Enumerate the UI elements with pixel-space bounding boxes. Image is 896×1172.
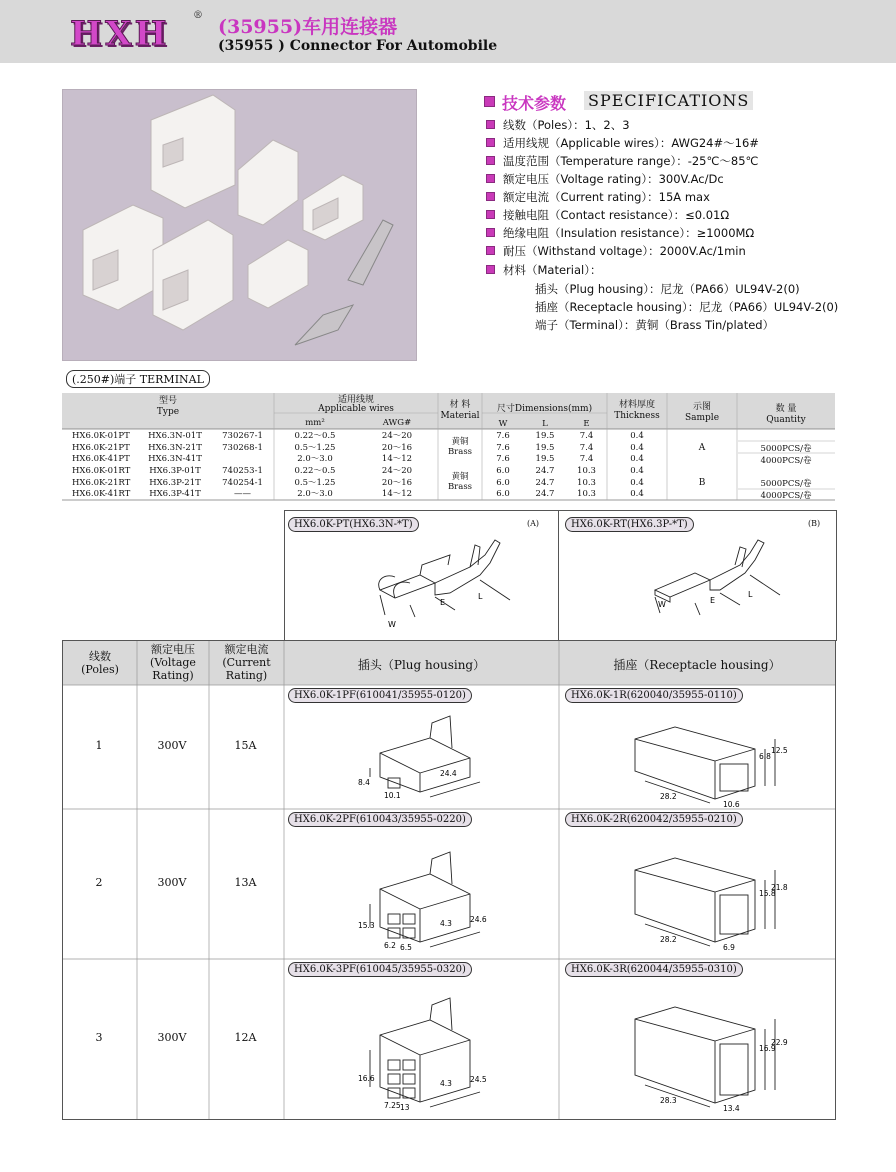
- bullet-icon: [486, 120, 495, 129]
- spec-item: [486, 243, 746, 259]
- terminal-b-tag: HX6.0K-RT(HX6.3P-*T): [565, 517, 694, 532]
- plug-housing-drawing: [340, 832, 520, 952]
- terminal-cell: 19.5: [535, 443, 555, 453]
- material-item: 插座（Receptacle housing）：尼龙（PA66）UL94V-2(0): [535, 300, 839, 314]
- poles-header: [63, 650, 137, 676]
- sample-header: [667, 402, 737, 424]
- brass-cn-b: 黄铜: [451, 472, 469, 482]
- spec-title-en: SPECIFICATIONS: [584, 91, 753, 110]
- voltage-header-cn: 额定电压: [151, 643, 195, 656]
- plug-dim-label: 24.5: [470, 1075, 487, 1084]
- plug-dim-label: 6.5: [400, 943, 412, 952]
- plug-dim-label: 4.3: [440, 1079, 452, 1088]
- terminal-cell: 730268-1: [222, 443, 263, 453]
- terminal-cell: 19.5: [535, 454, 555, 464]
- spec-item-text: 材料（Material）：: [503, 263, 602, 277]
- bullet-icon: [486, 228, 495, 237]
- sample-a: A: [698, 443, 706, 453]
- receptacle-housing-header: 插座（Receptacle housing）: [613, 658, 781, 672]
- dim-w-b: W: [658, 600, 666, 609]
- terminal-cell: 0.4: [630, 478, 644, 488]
- spec-item-text: 额定电压（Voltage rating）：300V.Ac/Dc: [503, 172, 724, 186]
- terminal-cell: 24～20: [381, 466, 413, 476]
- terminal-cell: HX6.3N-21T: [148, 443, 202, 453]
- terminal-cell: HX6.0K-41RT: [72, 489, 131, 499]
- terminal-cell: 740254-1: [222, 478, 263, 488]
- type-header: [62, 396, 274, 418]
- spec-item-text: 耐压（Withstand voltage）：2000V.Ac/1min: [503, 244, 746, 258]
- bullet-icon: [486, 210, 495, 219]
- terminal-cell: 24.7: [535, 466, 555, 476]
- sample-header-cn: 示图: [692, 402, 711, 412]
- qty-4: 4000PCS/卷: [760, 491, 812, 501]
- spec-item-text: 适用线规（Applicable wires）：AWG24#～16#: [503, 136, 759, 150]
- terminal-cell: HX6.0K-21RT: [72, 478, 131, 488]
- terminal-cell: 24～20: [381, 431, 413, 441]
- terminal-cell: 24.7: [535, 489, 555, 499]
- terminal-drawing-divider: [558, 510, 559, 640]
- terminal-cell: 20～16: [381, 443, 413, 453]
- voltage-header-en: (Voltage Rating): [150, 656, 196, 682]
- dim-w-a: W: [388, 620, 396, 629]
- housing-curr-cell: 15A: [234, 739, 257, 752]
- voltage-header: [137, 643, 209, 682]
- spec-item: [486, 153, 758, 169]
- terminal-a-drawing: [360, 535, 540, 635]
- dim-l-a: L: [478, 592, 483, 601]
- connector-photo-illustration: [63, 90, 416, 360]
- receptacle-dim-label: 22.9: [771, 1038, 788, 1047]
- poles-header-en: (Poles): [81, 663, 119, 676]
- mm2-header: mm²: [305, 418, 325, 428]
- terminal-cell: HX6.0K-01PT: [72, 431, 130, 441]
- bullet-icon: [486, 192, 495, 201]
- terminal-cell: 2.0～3.0: [297, 489, 333, 499]
- terminal-cell: 0.4: [630, 466, 644, 476]
- product-photo: [62, 89, 417, 361]
- qty-1: 5000PCS/卷: [760, 444, 812, 454]
- terminal-cell: 7.6: [496, 454, 510, 464]
- material-header-cn: 材 料: [449, 400, 471, 410]
- spec-item-text: 线数（Poles）：1、2、3: [503, 118, 630, 132]
- terminal-cell: 10.3: [577, 489, 596, 499]
- spec-item: [486, 207, 729, 223]
- brass-cn-a: 黄铜: [451, 437, 469, 447]
- receptacle-dim-label: 21.8: [771, 883, 788, 892]
- dim-l-b: L: [748, 590, 753, 599]
- terminal-b-drawing: [640, 535, 820, 635]
- terminal-cell: HX6.3N-01T: [148, 431, 202, 441]
- plug-dim-label: 10.1: [384, 791, 401, 800]
- current-header-cn: 额定电流: [224, 643, 269, 656]
- material-brass-b: [438, 472, 482, 492]
- plug-dim-label: 6.2: [384, 941, 396, 950]
- terminal-cell: 7.4: [579, 443, 594, 453]
- poles-header-cn: 线数: [89, 650, 111, 663]
- terminal-cell: 2.0～3.0: [297, 454, 333, 464]
- receptacle-housing-drawing: [615, 832, 815, 952]
- material-header: [438, 400, 482, 422]
- terminal-a-tag: HX6.0K-PT(HX6.3N-*T): [288, 517, 419, 532]
- plug-dim-label: 7.25: [384, 1101, 401, 1110]
- material-brass-a: [438, 437, 482, 457]
- terminal-cell: 0.4: [630, 431, 644, 441]
- housing-volt-cell: 300V: [157, 739, 187, 752]
- bullet-icon: [486, 156, 495, 165]
- terminal-cell: 24.7: [535, 478, 555, 488]
- terminal-cell: HX6.3P-41T: [149, 489, 201, 499]
- bullet-icon: [486, 174, 495, 183]
- qty-3: 5000PCS/卷: [760, 479, 812, 489]
- terminal-cell: 7.4: [579, 431, 594, 441]
- spec-title-cn: 技术参数: [502, 94, 567, 113]
- spec-item-text: 额定电流（Current rating）：15A max: [503, 190, 710, 204]
- wires-header: [274, 396, 438, 414]
- material-header-en: Material: [440, 411, 480, 421]
- wires-header-cn: 适用线规: [337, 395, 374, 405]
- page-title-en: (35955 ) Connector For Automobile: [218, 38, 498, 54]
- plug-model-tag: HX6.0K-3PF(610045/35955-0320): [288, 962, 472, 977]
- w-header: W: [498, 419, 508, 429]
- plug-housing-drawing: [340, 982, 520, 1112]
- bullet-icon: [486, 246, 495, 255]
- terminal-cell: 14～12: [381, 489, 413, 499]
- terminal-cell: 7.6: [496, 443, 510, 453]
- terminal-cell: HX6.3N-41T: [148, 454, 202, 464]
- terminal-cell: 740253-1: [222, 466, 263, 476]
- qty-2: 4000PCS/卷: [760, 456, 812, 466]
- receptacle-housing-drawing: [615, 982, 815, 1112]
- sample-b: B: [698, 478, 706, 488]
- awg-header: AWG#: [382, 418, 412, 428]
- spec-item-text: 绝缘电阻（Insulation resistance）：≥1000MΩ: [503, 226, 755, 240]
- e-header: E: [583, 419, 590, 429]
- terminal-a-letter: (A): [527, 519, 540, 528]
- terminal-cell: ——: [234, 489, 251, 499]
- spec-item: [486, 117, 630, 133]
- receptacle-dim-label: 15.8: [759, 889, 776, 898]
- dimensions-header: 尺寸Dimensions(mm): [496, 404, 593, 414]
- sample-header-en: Sample: [684, 413, 720, 423]
- terminal-cell: 6.0: [496, 466, 510, 476]
- current-header-en: (Current Rating): [222, 656, 271, 682]
- bullet-icon: [486, 265, 495, 274]
- spec-item: [486, 135, 759, 151]
- receptacle-dim-label: 12.5: [771, 746, 788, 755]
- terminal-cell: 0.22～0.5: [294, 466, 336, 476]
- terminal-cell: 0.4: [630, 454, 644, 464]
- plug-model-tag: HX6.0K-2PF(610043/35955-0220): [288, 812, 472, 827]
- receptacle-dim-label: 28.2: [660, 792, 677, 801]
- terminal-cell: HX6.0K-01RT: [72, 466, 131, 476]
- quantity-header-en: Quantity: [766, 415, 806, 425]
- terminal-cell: 7.6: [496, 431, 510, 441]
- housing-poles-cell: 2: [95, 876, 103, 889]
- receptacle-model-tag: HX6.0K-1R(620040/35955-0110): [565, 688, 743, 703]
- brass-en-b: Brass: [447, 482, 473, 492]
- bullet-icon: [486, 138, 495, 147]
- terminal-cell: 6.0: [496, 489, 510, 499]
- terminal-cell: 10.3: [577, 478, 596, 488]
- terminal-cell: 14～12: [381, 454, 413, 464]
- terminal-label: (.250#)端子 TERMINAL: [66, 370, 210, 388]
- terminal-b-letter: (B): [808, 519, 821, 528]
- terminal-cell: 0.4: [630, 489, 644, 499]
- spec-item: [486, 262, 601, 278]
- terminal-cell: 6.0: [496, 478, 510, 488]
- receptacle-dim-label: 10.6: [723, 800, 740, 809]
- plug-model-tag: HX6.0K-1PF(610041/35955-0120): [288, 688, 472, 703]
- plug-dim-label: 24.6: [470, 915, 487, 924]
- terminal-cell: 7.4: [579, 454, 594, 464]
- plug-dim-label: 24.4: [440, 769, 457, 778]
- current-header: [209, 643, 284, 682]
- receptacle-dim-label: 16.9: [759, 1044, 776, 1053]
- thickness-header-en: Thickness: [614, 411, 660, 421]
- terminal-cell: HX6.3P-21T: [149, 478, 201, 488]
- receptacle-dim-label: 13.4: [723, 1104, 740, 1113]
- registered-mark: ®: [193, 10, 203, 21]
- terminal-cell: 10.3: [577, 466, 596, 476]
- spec-item-text: 温度范围（Temperature range）：-25℃～85℃: [503, 154, 759, 168]
- terminal-cell: HX6.0K-21PT: [72, 443, 130, 453]
- bullet-icon: [484, 96, 495, 107]
- plug-housing-header: 插头（Plug housing）: [357, 658, 486, 672]
- housing-poles-cell: 3: [95, 1031, 103, 1044]
- terminal-cell: 0.22～0.5: [294, 431, 336, 441]
- dim-e-a: E: [440, 598, 446, 607]
- plug-dim-label: 15.3: [358, 921, 375, 930]
- plug-dim-label: 8.4: [358, 778, 370, 787]
- terminal-cell: 0.5～1.25: [294, 443, 336, 453]
- type-header-cn: 型号: [158, 396, 177, 406]
- material-item: 端子（Terminal）：黄铜（Brass Tin/plated）: [535, 318, 775, 332]
- housing-volt-cell: 300V: [157, 876, 187, 889]
- terminal-cell: 19.5: [535, 431, 555, 441]
- thickness-header: [607, 400, 667, 422]
- quantity-header-cn: 数 量: [775, 404, 797, 414]
- page-title-cn: (35955)车用连接器: [218, 16, 398, 38]
- receptacle-model-tag: HX6.0K-3R(620044/35955-0310): [565, 962, 743, 977]
- spec-item-text: 接触电阻（Contact resistance）：≤0.01Ω: [503, 208, 730, 222]
- thickness-header-cn: 材料厚度: [618, 400, 655, 410]
- housing-poles-cell: 1: [95, 739, 103, 752]
- spec-item: [486, 189, 710, 205]
- plug-housing-drawing: [340, 708, 520, 802]
- brand-logo: HXH: [70, 14, 170, 54]
- housing-volt-cell: 300V: [157, 1031, 187, 1044]
- plug-dim-label: 4.3: [440, 919, 452, 928]
- dim-e-b: E: [710, 596, 716, 605]
- wires-header-en: Applicable wires: [318, 404, 394, 414]
- plug-dim-label: 13: [400, 1103, 410, 1112]
- housing-curr-cell: 12A: [234, 1031, 257, 1044]
- spec-item: [486, 171, 724, 187]
- terminal-cell: 730267-1: [222, 431, 263, 441]
- receptacle-housing-drawing: [615, 708, 815, 809]
- spec-item: [486, 225, 754, 241]
- quantity-header: [737, 404, 835, 426]
- receptacle-dim-label: 28.2: [660, 935, 677, 944]
- terminal-cell: HX6.0K-41PT: [72, 454, 130, 464]
- receptacle-dim-label: 6.9: [723, 943, 735, 952]
- receptacle-dim-label: 28.3: [660, 1096, 677, 1105]
- receptacle-model-tag: HX6.0K-2R(620042/35955-0210): [565, 812, 743, 827]
- l-header: L: [542, 419, 548, 429]
- brass-en-a: Brass: [447, 447, 473, 457]
- housing-curr-cell: 13A: [234, 876, 257, 889]
- terminal-cell: 20～16: [381, 478, 413, 488]
- receptacle-dim-label: 6.8: [759, 752, 771, 761]
- type-header-en: Type: [156, 407, 180, 417]
- terminal-cell: 0.5～1.25: [294, 478, 336, 488]
- material-item: 插头（Plug housing）：尼龙（PA66）UL94V-2(0): [535, 282, 800, 296]
- terminal-cell: HX6.3P-01T: [149, 466, 201, 476]
- plug-dim-label: 16.6: [358, 1074, 375, 1083]
- terminal-cell: 0.4: [630, 443, 644, 453]
